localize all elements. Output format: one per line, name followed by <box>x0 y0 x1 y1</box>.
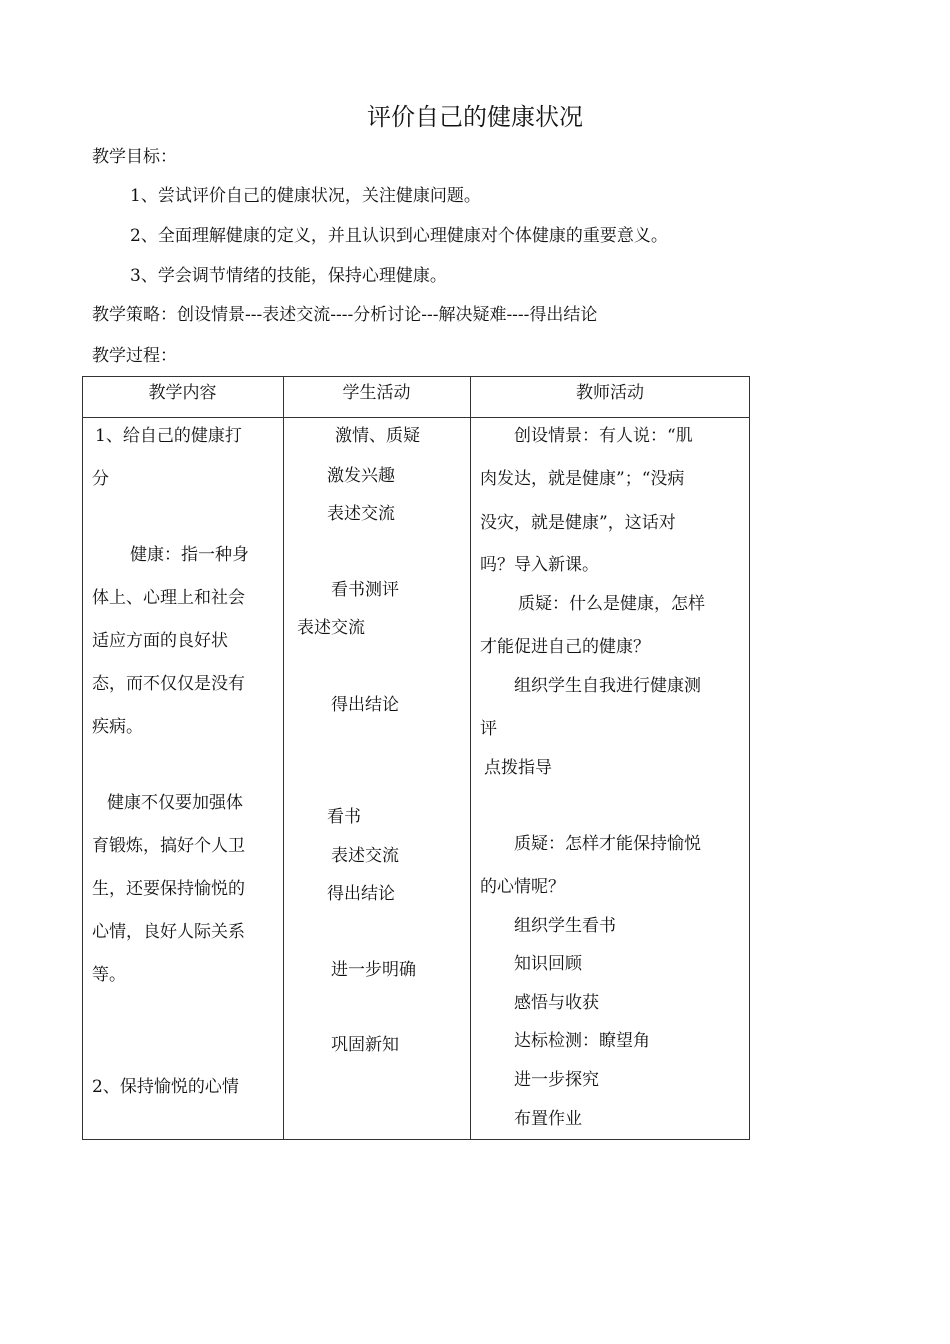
teacher-line: 组织学生自我进行健康测 <box>514 676 701 696</box>
student-line: 看书测评 <box>331 580 399 600</box>
objective-1: 1、尝试评价自己的健康状况，关注健康问题。 <box>130 186 481 206</box>
header-content: 教学内容 <box>148 383 217 403</box>
content-line: 心情，良好人际关系 <box>92 922 245 942</box>
teacher-line: 质疑：怎样才能保持愉悦 <box>514 834 701 854</box>
content-line: 健康不仅要加强体 <box>107 793 243 813</box>
table-divider <box>470 377 471 1139</box>
student-line: 得出结论 <box>327 884 395 904</box>
content-line: 生，还要保持愉悦的 <box>92 879 245 899</box>
teacher-line: 才能促进自己的健康？ <box>480 637 650 657</box>
student-line: 表述交流 <box>327 504 395 524</box>
student-line: 进一步明确 <box>331 960 416 980</box>
teacher-line: 肉发达，就是健康”；“没病 <box>480 469 685 489</box>
content-line: 态，而不仅仅是没有 <box>92 674 245 694</box>
teacher-line: 布置作业 <box>514 1109 582 1129</box>
objective-2: 2、全面理解健康的定义，并且认识到心理健康对个体健康的重要意义。 <box>130 226 668 246</box>
content-line: 育锻炼，搞好个人卫 <box>92 836 245 856</box>
teacher-line: 的心情呢？ <box>480 877 565 897</box>
student-line: 表述交流 <box>297 618 365 638</box>
teacher-line: 评 <box>480 719 497 739</box>
student-line: 得出结论 <box>331 695 399 715</box>
content-line: 分 <box>92 469 109 489</box>
table-header-divider <box>83 417 749 418</box>
teacher-line: 知识回顾 <box>514 954 582 974</box>
content-line: 疾病。 <box>92 717 143 737</box>
teacher-line: 进一步探究 <box>514 1070 599 1090</box>
header-student-activity: 学生活动 <box>342 383 411 403</box>
process-label: 教学过程： <box>92 346 177 366</box>
content-line: 2、保持愉悦的心情 <box>92 1077 239 1097</box>
student-line: 激发兴趣 <box>327 466 395 486</box>
teacher-line: 质疑：什么是健康，怎样 <box>518 594 705 614</box>
objective-3: 3、学会调节情绪的技能，保持心理健康。 <box>130 266 447 286</box>
content-line: 体上、心理上和社会 <box>92 588 245 608</box>
student-line: 巩固新知 <box>331 1035 399 1055</box>
student-line: 看书 <box>327 807 361 827</box>
content-line: 健康：指一种身 <box>130 545 249 565</box>
objectives-label: 教学目标： <box>92 147 177 167</box>
teacher-line: 吗？导入新课。 <box>480 555 599 575</box>
teacher-line: 创设情景：有人说：“肌 <box>514 426 693 446</box>
teacher-line: 组织学生看书 <box>514 916 616 936</box>
content-line: 适应方面的良好状 <box>92 631 228 651</box>
header-teacher-activity: 教师活动 <box>576 383 644 403</box>
student-line: 激情、质疑 <box>335 426 420 446</box>
teacher-line: 没灾，就是健康”，这话对 <box>480 513 676 533</box>
teacher-line: 点拨指导 <box>484 758 552 778</box>
content-line: 等。 <box>92 965 126 985</box>
content-line: 1、给自己的健康打 <box>95 426 242 446</box>
teacher-line: 达标检测：瞭望角 <box>514 1031 650 1051</box>
teacher-line: 感悟与收获 <box>514 993 599 1013</box>
student-line: 表述交流 <box>331 846 399 866</box>
teaching-strategy: 教学策略：创设情景---表述交流----分析讨论---解决疑难----得出结论 <box>92 305 598 325</box>
table-divider <box>283 377 284 1139</box>
page-title: 评价自己的健康状况 <box>367 103 583 131</box>
